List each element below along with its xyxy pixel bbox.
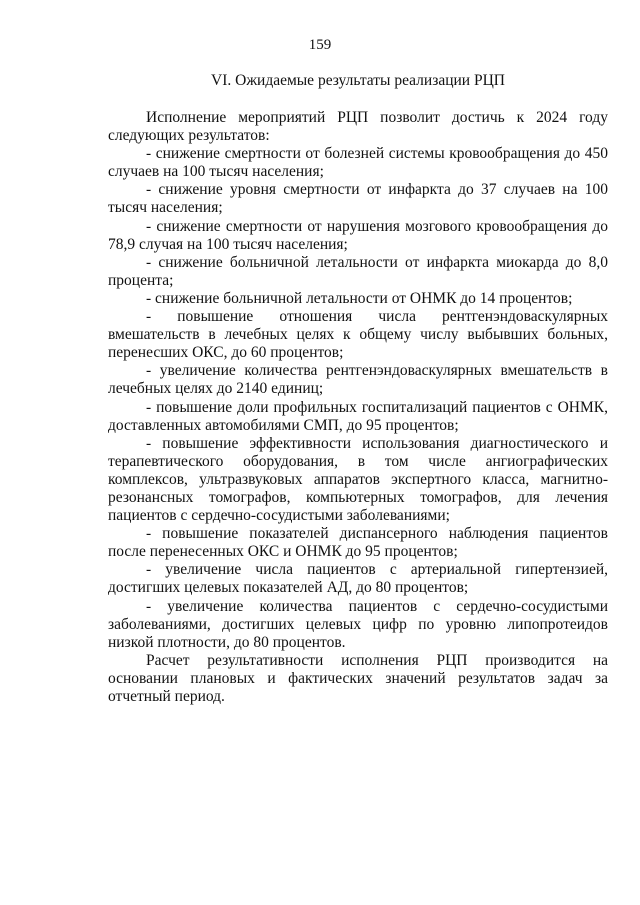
result-item-11: - увеличение числа пациентов с артериальной гипертензией, достигших целевых показателей АД, до 80 процентов; [108, 561, 608, 597]
result-item-2: - снижение уровня смертности от инфаркта до 37 случаев на 100 тысяч населения; [108, 181, 608, 217]
result-item-10: - повышение показателей диспансерного наблюдения пациентов после перенесенных ОКС и ОНМК до 95 процентов; [108, 525, 608, 561]
result-item-7: - увеличение количества рентгенэндоваскулярных вмешательств в лечебных целях до 2140 единиц; [108, 362, 608, 398]
closing-paragraph: Расчет результативности исполнения РЦП производится на основании плановых и фактических значений результатов задач за отчетный период. [108, 651, 608, 705]
result-item-8: - повышение доли профильных госпитализаций пациентов с ОНМК, доставленных автомобилями СМП, до 95 процентов; [108, 398, 608, 434]
document-body [108, 109, 608, 706]
result-item-1: - снижение смертности от болезней системы кровообращения до 450 случаев на 100 тысяч населения; [108, 145, 608, 181]
result-item-9: - повышение эффективности использования диагностического и терапевтического оборудования, в том числе ангиографических комплексов, ультразвуковых аппаратов экспертного класса, магнитно-резонансных томографов, компьютерных томографов, для лечения пациентов с сердечно-сосудистыми заболеваниями; [108, 434, 608, 525]
result-item-12: - увеличение количества пациентов с сердечно-сосудистыми заболеваниями, достигших целевых цифр по уровню липопротеидов низкой плотности, до 80 процентов. [108, 597, 608, 651]
result-item-5: - снижение больничной летальности от ОНМК до 14 процентов; [146, 289, 573, 307]
intro-paragraph: Исполнение мероприятий РЦП позволит достичь к 2024 году следующих результатов: [108, 109, 608, 145]
result-item-6: - повышение отношения числа рентгенэндоваскулярных вмешательств в лечебных целях к общему числу выбывших больных, перенесших ОКС, до 60 процентов; [108, 308, 608, 362]
page-number: 159 [308, 37, 332, 53]
section-title: VI. Ожидаемые результаты реализации РЦП [211, 72, 505, 89]
result-item-4: - снижение больничной летальности от инфаркта миокарда до 8,0 процента; [108, 253, 608, 289]
result-item-3: - снижение смертности от нарушения мозгового кровообращения до 78,9 случая на 100 тысяч населения; [108, 217, 608, 253]
